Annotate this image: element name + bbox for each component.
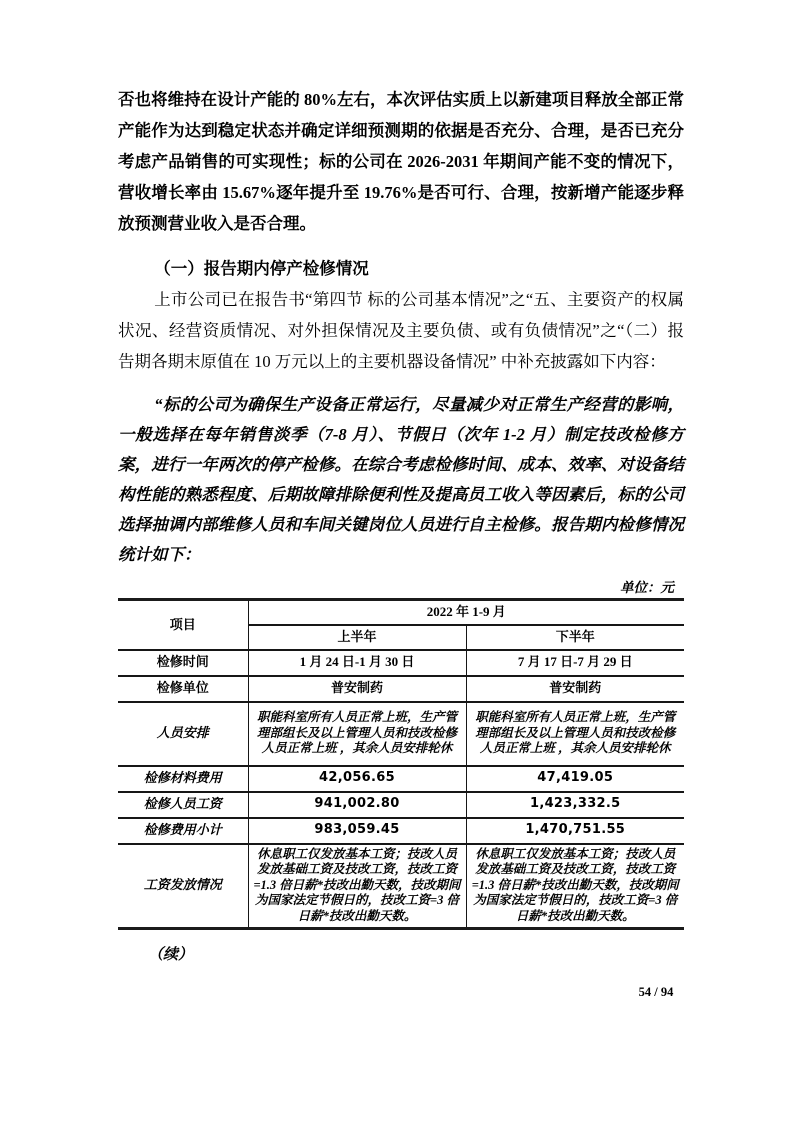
row-label: 检修单位 (118, 676, 248, 702)
table-row-maintenance-unit (118, 676, 684, 702)
cell-first-half: 983,059.45 (248, 818, 466, 844)
page-number: 54 / 94 (638, 985, 674, 999)
col-header-item: 项目 (118, 600, 248, 650)
maintenance-table (118, 598, 684, 930)
cell-second-half: 职能科室所有人员正常上班，生产管理部组长及以上管理人员和技改检修人员正常上班 ，其余人员安排轮休 (466, 702, 684, 766)
table-row-staff-arrangement (118, 702, 684, 766)
body-paragraph-disclosure: 上市公司已在报告书“第四节 标的公司基本情况”之“五、主要资产的权属状况、经营资质情况、对外担保情况及主要负债、或有负债情况”之“（二）报告期各期末原值在 10 万元以上的主要机器设备情况” 中补充披露如下内容： (118, 290, 684, 371)
cell-second-half: 7 月 17 日-7 月 29 日 (466, 650, 684, 676)
col-header-second-half: 下半年 (466, 625, 684, 650)
row-label: 工资发放情况 (118, 844, 248, 929)
col-header-first-half: 上半年 (248, 625, 466, 650)
col-header-period: 2022 年 1-9 月 (248, 600, 684, 625)
continued-label: （续） (148, 946, 194, 963)
row-label: 人员安排 (118, 702, 248, 766)
row-label: 检修材料费用 (118, 766, 248, 792)
table-row-wage-payment (118, 844, 684, 929)
table-row-staff-wages (118, 792, 684, 818)
section-heading: （一）报告期内停产检修情况 (154, 259, 369, 278)
row-label: 检修费用小计 (118, 818, 248, 844)
cell-first-half: 1 月 24 日-1 月 30 日 (248, 650, 466, 676)
table-row-maintenance-time (118, 650, 684, 676)
table-row-cost-subtotal (118, 818, 684, 844)
table-row-material-cost (118, 766, 684, 792)
cell-first-half: 42,056.65 (248, 766, 466, 792)
cell-second-half: 47,419.05 (466, 766, 684, 792)
cell-first-half: 职能科室所有人员正常上班，生产管理部组长及以上管理人员和技改检修人员正常上班 ，其余人员安排轮休 (248, 702, 466, 766)
row-label: 检修时间 (118, 650, 248, 676)
cell-first-half: 普安制药 (248, 676, 466, 702)
body-paragraph-continuation: 否也将维持在设计产能的 80%左右，本次评估实质上以新建项目释放全部正常产能作为达到稳定状态并确定详细预测期的依据是否充分、合理，是否已充分考虑产品销售的可实现性；标的公司在 2026-2031 年期间产能不变的情况下，营收增长率由 15.67%逐年提升至 19.76%是否可行、合理，按新增产能逐步释放预测营业收入是否合理。 (118, 90, 684, 233)
cell-second-half: 1,423,332.5 (466, 792, 684, 818)
table-header-row-1 (118, 600, 684, 625)
table-unit-label: 单位：元 (620, 580, 674, 595)
cell-second-half: 休息职工仅发放基本工资；技改人员发放基础工资及技改工资，技改工资=1.3 倍日薪*技改出勤天数，技改期间为国家法定节假日的，技改工资=3 倍日薪*技改出勤天数。 (466, 844, 684, 929)
cell-second-half: 1,470,751.55 (466, 818, 684, 844)
row-label: 检修人员工资 (118, 792, 248, 818)
quoted-paragraph-maintenance: “标的公司为确保生产设备正常运行，尽量减少对正常生产经营的影响，一般选择在每年销售淡季（7-8 月）、节假日（次年 1-2 月）制定技改检修方案，进行一年两次的停产检修。在综合考虑检修时间、成本、效率、对设备结构性能的熟悉程度、后期故障排除便利性及提高员工收入等因素后，标的公司选择抽调内部维修人员和车间关键岗位人员进行自主检修。报告期内检修情况统计如下： (118, 395, 684, 564)
page-content (118, 84, 684, 964)
cell-second-half: 普安制药 (466, 676, 684, 702)
cell-first-half: 941,002.80 (248, 792, 466, 818)
cell-first-half: 休息职工仅发放基本工资；技改人员发放基础工资及技改工资，技改工资=1.3 倍日薪*技改出勤天数，技改期间为国家法定节假日的，技改工资=3 倍日薪*技改出勤天数。 (248, 844, 466, 929)
